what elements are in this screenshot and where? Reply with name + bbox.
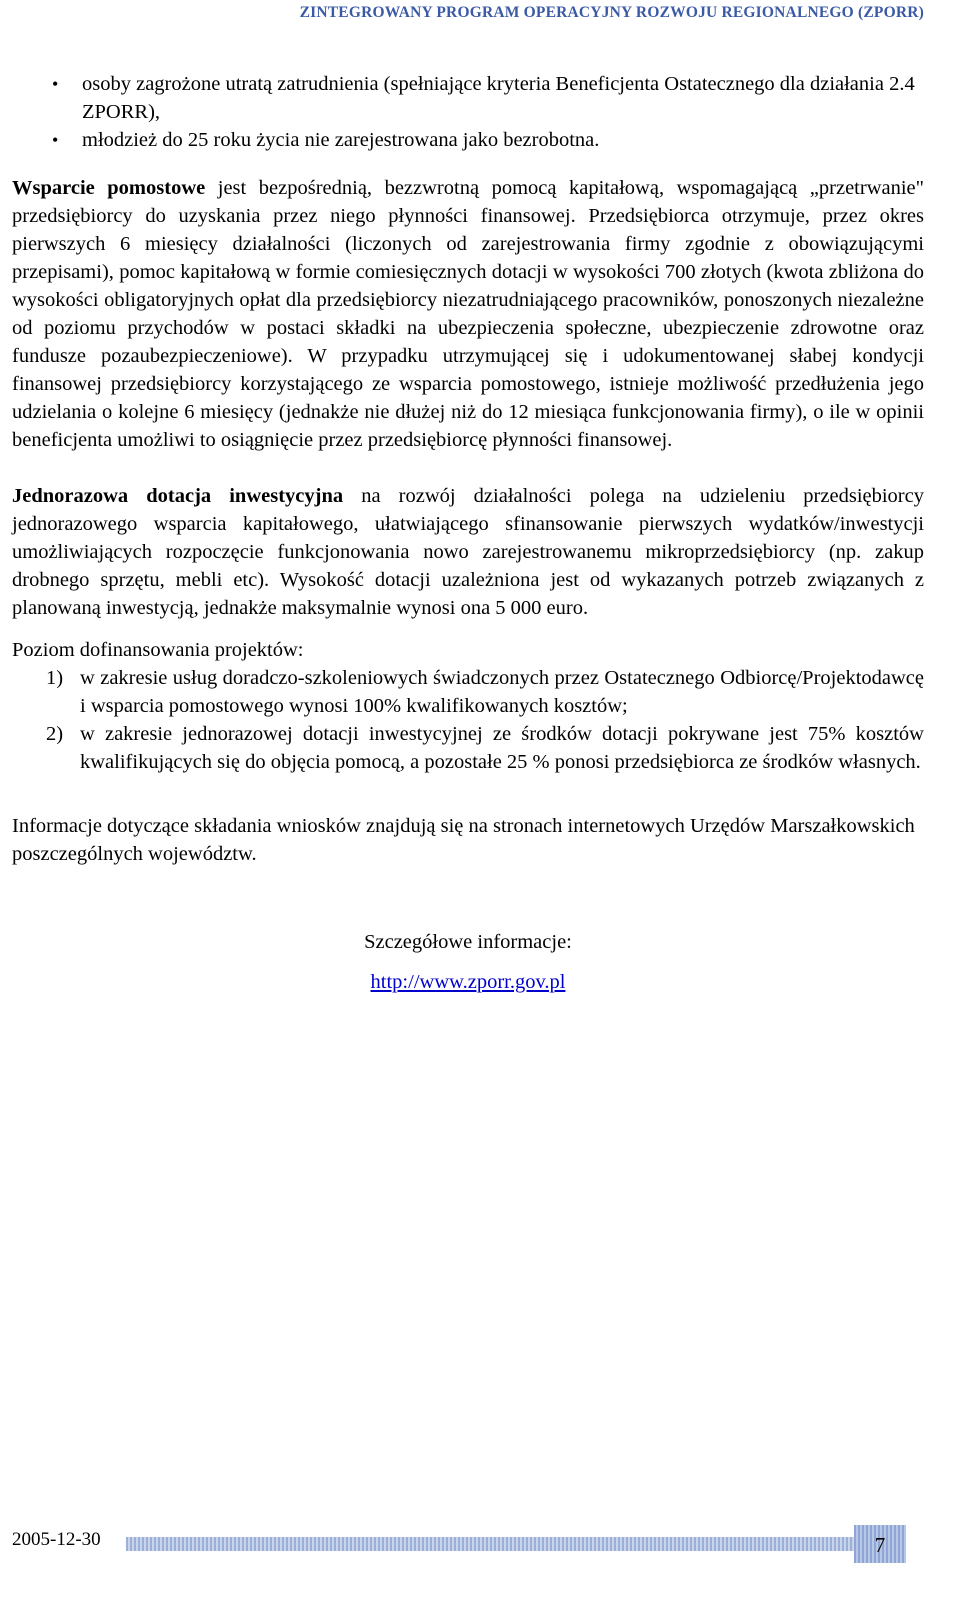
footer-date: 2005-12-30 — [12, 1529, 101, 1550]
details-link[interactable]: http://www.zporr.gov.pl — [370, 971, 566, 993]
running-header: ZINTEGROWANY PROGRAM OPERACYJNY ROZWOJU REGIONALNEGO (ZPORR) — [299, 4, 924, 21]
page-footer — [12, 1525, 926, 1563]
item-text: w zakresie jednorazowej dotacji inwestycyjnej ze środków dotacji pokrywane jest 75% kosztów kwalifikujących się do objęcia pomocą, a pozostałe 25 % ponosi przedsiębiorca ze środków własnych. — [80, 723, 924, 773]
item-number: 1) — [46, 667, 64, 689]
list-item — [12, 664, 924, 720]
application-info-paragraph: Informacje dotyczące składania wniosków znajdują się na stronach internetowych Urzędów Marszałkowskich poszczególnych województw. — [12, 815, 915, 865]
footer-decorative-bar — [126, 1537, 854, 1551]
details-label: Szczegółowe informacje: — [364, 931, 572, 953]
bridge-support-paragraph — [12, 174, 924, 454]
investment-grant-paragraph — [12, 482, 924, 622]
list-item: • osoby zagrożone utratą zatrudnienia (spełniające kryteria Beneficjenta Ostatecznego dla działania 2.4 ZPORR), — [12, 70, 924, 126]
investment-grant-text: na rozwój działalności polega na udzieleniu przedsiębiorcy jednorazowego wsparcia kapitałowego, ułatwiającego sfinansowanie pierwszych wydatków/inwestycji umożliwiających rozpoczęcie funkcjonowania nowo zarejestrowanemu mikroprzedsiębiorcy (np. zakup drobnego sprzętu, mebli etc). Wysokość dotacji uzależniona jest od wykazanych potrzeb związanych z planowaną inwestycją, jednakże maksymalnie wynosi ona 5 000 euro. — [12, 485, 924, 619]
investment-grant-term: Jednorazowa dotacja inwestycyjna — [12, 485, 344, 507]
item-number: 2) — [46, 723, 64, 745]
document-body — [12, 70, 924, 996]
funding-levels-list — [12, 664, 924, 776]
page-number: 7 — [854, 1525, 906, 1563]
eligible-groups-list — [12, 70, 924, 154]
bridge-support-term: Wsparcie pomostowe — [12, 177, 206, 199]
item-text: w zakresie usług doradczo-szkoleniowych świadczonych przez Ostatecznego Odbiorcę/Projektodawcę i wsparcia pomostowego wynosi 100% kwalifikowanych kosztów; — [80, 667, 924, 717]
list-item: • młodzież do 25 roku życia nie zarejestrowana jako bezrobotna. — [12, 126, 924, 154]
bridge-support-text: jest bezpośrednią, bezzwrotną pomocą kapitałową, wspomagającą „przetrwanie" przedsiębiorcy do uzyskania przez niego płynności finansowej. Przedsiębiorca otrzymuje, przez okres pierwszych 6 miesięcy działalności (liczonych od zarejestrowania firmy zgodnie z obowiązującymi przepisami), pomoc kapitałową w formie comiesięcznych dotacji w wysokości 700 złotych (kwota zbliżona do wysokości obligatoryjnych opłat dla przedsiębiorcy niezatrudniającego pracowników, ponoszonych niezależne od poziomu przychodów w postaci składki na ubezpieczenia społeczne, ubezpieczenie zdrowotne oraz fundusze pozaubezpieczeniowe). W przypadku utrzymującej się i udokumentowanej słabej kondycji finansowej przedsiębiorcy korzystającego ze wsparcia pomostowego, istnieje możliwość przedłużenia jego udzielania o kolejne 6 miesięcy (jednakże nie dłużej niż do 12 miesiąca funkcjonowania firmy), o ile w opinii beneficjenta umożliwi to osiągnięcie przez przedsiębiorcę płynności finansowej. — [12, 177, 925, 451]
list-item — [12, 720, 924, 776]
funding-levels-heading: Poziom dofinansowania projektów: — [12, 639, 304, 661]
